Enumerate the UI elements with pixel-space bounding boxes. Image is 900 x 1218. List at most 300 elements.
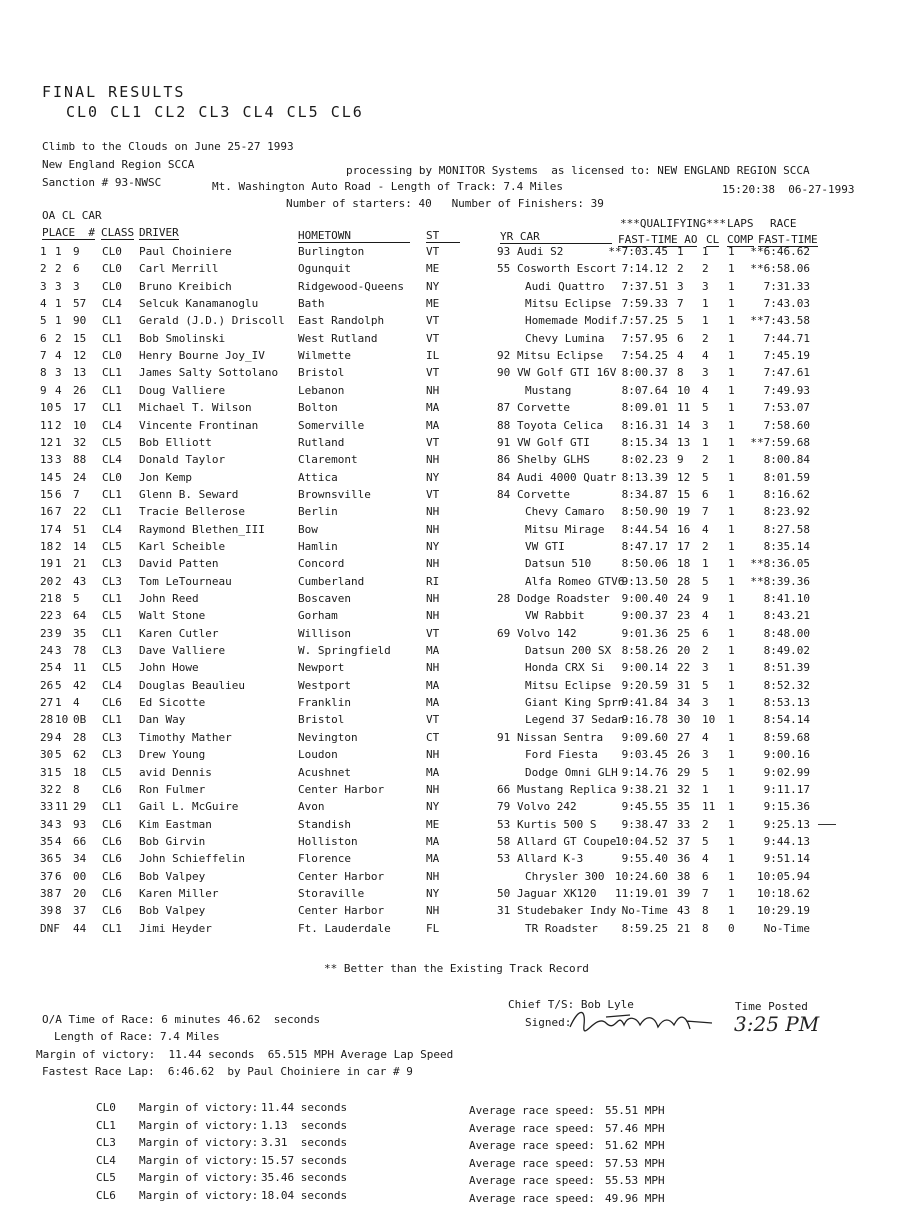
cell-qtime: 8:09.01 <box>621 401 668 415</box>
cell-race: **8:36.05 <box>750 557 810 571</box>
cell-laps: 1 <box>728 817 735 831</box>
cell-qtime: 10:04.52 <box>615 834 668 848</box>
cell-hometown: Hamlin <box>298 539 338 553</box>
cell-oa: 7 <box>40 349 47 363</box>
table-row <box>0 818 900 835</box>
cell-qcl: 5 <box>702 401 709 415</box>
cell-laps: 1 <box>728 886 735 900</box>
class-list: CL0 CL1 CL2 CL3 CL4 CL5 CL6 <box>66 103 364 121</box>
signed-label: Signed: <box>525 1016 572 1029</box>
cell-ao: 32 <box>677 782 691 796</box>
cell-laps: 1 <box>728 453 735 467</box>
cell-hometown: Lebanon <box>298 383 345 397</box>
table-row <box>0 644 900 661</box>
header-cl: CL <box>706 233 720 246</box>
cell-car: 26 <box>73 383 87 397</box>
cell-oa: 3 <box>40 279 47 293</box>
cell-oa: 19 <box>40 557 54 571</box>
cell-class: CL6 <box>102 869 122 883</box>
cell-cl: 2 <box>55 782 62 796</box>
cell-class: CL3 <box>102 557 122 571</box>
cell-car: 10 <box>73 418 87 432</box>
cell-qcl: 3 <box>702 696 709 710</box>
cell-carname: Audi 4000 Quatr <box>517 470 617 484</box>
stat-class: CL6 <box>96 1188 116 1202</box>
cell-ao: 11 <box>677 401 691 415</box>
cell-laps: 1 <box>728 713 735 727</box>
cell-qcl: 7 <box>702 886 709 900</box>
cell-ao: 23 <box>677 609 691 623</box>
cell-st: NH <box>426 904 440 918</box>
cell-qcl: 10 <box>702 713 716 727</box>
cell-qtime: 9:00.40 <box>621 592 668 605</box>
cell-cl: 4 <box>55 834 62 848</box>
cell-car: 44 <box>73 921 87 935</box>
table-row <box>0 349 900 366</box>
cell-st: CT <box>426 730 440 744</box>
cell-car: 29 <box>73 800 87 814</box>
cell-carname: Kurtis 500 S <box>517 817 597 831</box>
cell-race: **8:39.36 <box>750 574 810 588</box>
cell-oa: 6 <box>40 331 47 345</box>
cell-race: 8:43.21 <box>763 609 810 623</box>
cell-qtime: 8:50.90 <box>621 505 668 519</box>
cell-st: MA <box>426 401 440 415</box>
table-row <box>0 245 900 262</box>
cell-oa: 16 <box>40 505 54 519</box>
cell-race: 7:49.93 <box>763 383 810 397</box>
oa-time: O/A Time of Race: 6 minutes 46.62 seconds <box>42 1013 321 1026</box>
cell-qtime: 9:00.37 <box>621 609 668 623</box>
cell-driver: Ron Fulmer <box>139 782 206 796</box>
cell-hometown: Rutland <box>298 435 345 449</box>
cell-hometown: Loudon <box>298 748 338 762</box>
header-comp: COMP <box>727 233 754 246</box>
header-st: ST <box>426 229 460 243</box>
stat-class: CL4 <box>96 1153 116 1167</box>
cell-yr: 92 <box>497 349 511 363</box>
cell-cl: 2 <box>55 331 62 345</box>
cell-hometown: Boscaven <box>298 592 351 605</box>
stat-speed: 51.62 MPH <box>605 1139 665 1152</box>
cell-driver: Michael T. Wilson <box>139 401 252 415</box>
cell-class: CL4 <box>102 522 122 536</box>
cell-laps: 1 <box>728 557 735 571</box>
cell-carname: Honda CRX Si <box>525 661 605 675</box>
cell-carname: Audi S2 <box>517 245 564 258</box>
doc-title: FINAL RESULTS <box>42 83 186 101</box>
cell-laps: 1 <box>728 730 735 744</box>
cell-hometown: Center Harbor <box>298 869 385 883</box>
cell-hometown: Westport <box>298 678 351 692</box>
cell-race: 8:35.14 <box>763 539 810 553</box>
cell-class: CL3 <box>102 730 122 744</box>
cell-class: CL3 <box>102 644 122 658</box>
cell-ao: 30 <box>677 713 691 727</box>
cell-yr: 93 <box>497 245 511 258</box>
cell-oa: 4 <box>40 297 47 311</box>
cell-qtime: 9:13.50 <box>621 574 668 588</box>
cell-qtime: 9:55.40 <box>621 852 668 866</box>
cell-hometown: Avon <box>298 800 325 814</box>
cell-ao: 8 <box>677 366 684 380</box>
cell-class: CL6 <box>102 904 122 918</box>
cell-class: CL0 <box>102 349 122 363</box>
header-laps: LAPS <box>727 217 754 230</box>
cell-cl: 8 <box>55 592 62 605</box>
cell-carname: Datsun 200 SX <box>525 644 612 658</box>
cell-laps: 1 <box>728 331 735 345</box>
cell-class: CL5 <box>102 435 122 449</box>
cell-cl: 3 <box>55 644 62 658</box>
cell-qtime: 9:38.47 <box>621 817 668 831</box>
cell-yr: 91 <box>497 435 511 449</box>
cell-carname: Mustang Replica <box>517 782 617 796</box>
cell-driver: Gail L. McGuire <box>139 800 239 814</box>
cell-oa: 8 <box>40 366 47 380</box>
cell-race: **7:59.68 <box>750 435 810 449</box>
cell-yr: 66 <box>497 782 511 796</box>
cell-race: 7:31.33 <box>763 279 810 293</box>
cell-qtime: 7:57.25 <box>621 314 668 328</box>
cell-race: 8:41.10 <box>763 592 810 605</box>
cell-car: 37 <box>73 904 87 918</box>
cell-carname: Dodge Roadster <box>517 592 610 605</box>
table-row <box>0 401 900 418</box>
cell-hometown: Newport <box>298 661 345 675</box>
cell-carname: Studebaker Indy <box>517 904 617 918</box>
cell-hometown: Concord <box>298 557 345 571</box>
cell-cl: 7 <box>55 886 62 900</box>
cell-class: CL6 <box>102 852 122 866</box>
cell-oa: 17 <box>40 522 54 536</box>
processing-line: processing by MONITOR Systems as licensed to: NEW ENGLAND REGION SCCA <box>346 164 810 177</box>
race-length: Length of Race: 7.4 Miles <box>54 1030 220 1043</box>
cell-carname: Legend 37 Sedan <box>525 713 625 727</box>
cell-laps: 1 <box>728 349 735 363</box>
cell-oa: 37 <box>40 869 54 883</box>
cell-cl: 4 <box>55 349 62 363</box>
cell-driver: John Reed <box>139 592 199 605</box>
cell-car: 7 <box>73 487 80 501</box>
cell-laps: 1 <box>728 383 735 397</box>
cell-hometown: Cumberland <box>298 574 365 588</box>
cell-cl: 3 <box>55 453 62 467</box>
header-place: PLACE # <box>42 226 95 239</box>
cell-ao: 17 <box>677 539 691 553</box>
cell-cl: 4 <box>55 522 62 536</box>
cell-class: CL1 <box>102 487 122 501</box>
cell-driver: Bob Smolinski <box>139 331 226 345</box>
cell-oa: 26 <box>40 678 54 692</box>
table-row <box>0 280 900 297</box>
cell-car: 21 <box>73 557 87 571</box>
cell-oa: 27 <box>40 696 54 710</box>
cell-carname: VW Rabbit <box>525 609 585 623</box>
cell-cl: 5 <box>55 470 62 484</box>
cell-class: CL6 <box>102 886 122 900</box>
cell-driver: Donald Taylor <box>139 453 226 467</box>
table-row <box>0 609 900 626</box>
cell-car: 4 <box>73 696 80 710</box>
cell-class: CL3 <box>102 574 122 588</box>
cell-race: 7:53.07 <box>763 401 810 415</box>
cell-ao: 6 <box>677 331 684 345</box>
cell-oa: 5 <box>40 314 47 328</box>
cell-class: CL5 <box>102 765 122 779</box>
cell-race: 8:59.68 <box>763 730 810 744</box>
table-row <box>0 471 900 488</box>
cell-yr: 84 <box>497 470 511 484</box>
cell-laps: 1 <box>728 748 735 762</box>
region-name: New England Region SCCA <box>42 158 195 171</box>
cell-driver: Drew Young <box>139 748 206 762</box>
cell-cl: 10 <box>55 713 69 727</box>
cell-qtime: 9:09.60 <box>621 730 668 744</box>
table-row <box>0 661 900 678</box>
cell-qtime: 8:59.25 <box>621 921 668 935</box>
cell-race: 7:47.61 <box>763 366 810 380</box>
cell-class: CL5 <box>102 539 122 553</box>
cell-driver: Gerald (J.D.) Driscoll <box>139 314 285 328</box>
cell-ao: 5 <box>677 314 684 328</box>
cell-cl: 1 <box>55 245 62 258</box>
cell-class: CL1 <box>102 383 122 397</box>
cell-ao: 22 <box>677 661 691 675</box>
header-driver: DRIVER <box>139 226 179 239</box>
cell-class: CL6 <box>102 834 122 848</box>
cell-driver: avid Dennis <box>139 765 212 779</box>
cell-cl: 3 <box>55 366 62 380</box>
cell-carname: VW Golf GTI 16V <box>517 366 617 380</box>
cell-oa: 10 <box>40 401 54 415</box>
table-row <box>0 713 900 730</box>
cell-car: 13 <box>73 366 87 380</box>
cell-carname: Dodge Omni GLH <box>525 765 618 779</box>
cell-st: VT <box>426 366 440 380</box>
cell-driver: Dan Way <box>139 713 186 727</box>
cell-laps: 1 <box>728 262 735 276</box>
cell-carname: Mitsu Eclipse <box>517 349 604 363</box>
cell-ao: 20 <box>677 644 691 658</box>
cell-hometown: Florence <box>298 852 351 866</box>
cell-ao: 38 <box>677 869 691 883</box>
cell-qcl: 2 <box>702 817 709 831</box>
cell-race: 8:52.32 <box>763 678 810 692</box>
cell-cl: 7 <box>55 505 62 519</box>
chief-ts: Chief T/S: Bob Lyle <box>508 998 634 1011</box>
stat-margin: 15.57 seconds <box>261 1153 348 1167</box>
cell-ao: 1 <box>677 245 684 258</box>
table-row <box>0 592 900 609</box>
cell-qcl: 3 <box>702 661 709 675</box>
cell-cl: 5 <box>55 401 62 415</box>
cell-qcl: 1 <box>702 782 709 796</box>
cell-ao: 37 <box>677 834 691 848</box>
table-row <box>0 557 900 574</box>
cell-carname: Volvo 242 <box>517 800 577 814</box>
cell-oa: 36 <box>40 852 54 866</box>
cell-class: CL0 <box>102 470 122 484</box>
cell-ao: 39 <box>677 886 691 900</box>
cell-ao: 36 <box>677 852 691 866</box>
header-hometown: HOMETOWN <box>298 229 410 243</box>
cell-st: NH <box>426 748 440 762</box>
cell-class: CL1 <box>102 505 122 519</box>
cell-cl: 2 <box>55 418 62 432</box>
cell-class: CL4 <box>102 418 122 432</box>
cell-qcl: 7 <box>702 505 709 519</box>
cell-laps: 1 <box>728 401 735 415</box>
cell-driver: Selcuk Kanamanoglu <box>139 297 259 311</box>
cell-hometown: W. Springfield <box>298 644 391 658</box>
cell-class: CL1 <box>102 921 122 935</box>
cell-race: 9:15.36 <box>763 800 810 814</box>
cell-car: 78 <box>73 644 87 658</box>
header-race: RACE <box>770 217 797 230</box>
cell-ao: 3 <box>677 279 684 293</box>
cell-hometown: Center Harbor <box>298 782 385 796</box>
table-row <box>0 627 900 644</box>
cell-st: VT <box>426 713 440 727</box>
table-row <box>0 887 900 904</box>
cell-race: 10:05.94 <box>757 869 810 883</box>
cell-cl: 4 <box>55 661 62 675</box>
cell-car: 51 <box>73 522 87 536</box>
cell-race: 9:02.99 <box>763 765 810 779</box>
cell-class: CL5 <box>102 609 122 623</box>
cell-driver: Tom LeTourneau <box>139 574 232 588</box>
cell-qcl: 6 <box>702 869 709 883</box>
stat-margin: 11.44 seconds <box>261 1101 348 1114</box>
cell-laps: 1 <box>728 314 735 328</box>
stat-margin: 1.13 seconds <box>261 1118 348 1132</box>
cell-class: CL0 <box>102 262 122 276</box>
cell-st: NH <box>426 609 440 623</box>
cell-oa: 30 <box>40 748 54 762</box>
cell-race: 7:58.60 <box>763 418 810 432</box>
cell-qcl: 3 <box>702 366 709 380</box>
cell-carname: Mitsu Eclipse <box>525 678 612 692</box>
cell-car: 18 <box>73 765 87 779</box>
cell-car: 93 <box>73 817 87 831</box>
event-name: Climb to the Clouds on June 25-27 1993 <box>42 140 294 153</box>
cell-laps: 1 <box>728 609 735 623</box>
cell-ao: 21 <box>677 921 691 935</box>
stat-class: CL0 <box>96 1101 116 1114</box>
cell-ao: 34 <box>677 696 691 710</box>
cell-qcl: 2 <box>702 331 709 345</box>
cell-driver: John Howe <box>139 661 199 675</box>
stat-class: CL5 <box>96 1171 116 1184</box>
cell-car: 00 <box>73 869 87 883</box>
cell-st: ME <box>426 262 440 276</box>
cell-carname: Cosworth Escort <box>517 262 617 276</box>
cell-yr: 55 <box>497 262 511 276</box>
cell-laps: 1 <box>728 245 735 258</box>
cell-yr: 84 <box>497 487 511 501</box>
cell-yr: 87 <box>497 401 511 415</box>
cell-race: 8:16.62 <box>763 487 810 501</box>
cell-car: 15 <box>73 331 87 345</box>
cell-yr: 58 <box>497 834 511 848</box>
cell-carname: Alfa Romeo GTV6 <box>525 574 625 588</box>
cell-carname: Jaguar XK120 <box>517 886 597 900</box>
cell-qtime: 8:58.26 <box>621 644 668 658</box>
cell-st: VT <box>426 331 440 345</box>
cell-class: CL0 <box>102 279 122 293</box>
table-row <box>0 766 900 783</box>
cell-qcl: 1 <box>702 435 709 449</box>
cell-qtime: 9:38.21 <box>621 782 668 796</box>
cell-oa: 13 <box>40 453 54 467</box>
overall-margin: Margin of victory: 11.44 seconds 65.515 MPH Average Lap Speed <box>36 1048 454 1061</box>
cell-ao: 28 <box>677 574 691 588</box>
cell-yr: 90 <box>497 366 511 380</box>
cell-hometown: Ridgewood-Queens <box>298 279 404 293</box>
cell-race: 8:49.02 <box>763 644 810 658</box>
cell-race: 8:48.00 <box>763 626 810 640</box>
stat-speed-label: Average race speed: <box>469 1104 595 1117</box>
cell-car: 57 <box>73 297 87 311</box>
cell-race: 10:18.62 <box>757 886 810 900</box>
cell-ao: 16 <box>677 522 691 536</box>
cell-qtime: 8:07.64 <box>621 383 668 397</box>
cell-qcl: 5 <box>702 574 709 588</box>
cell-race: 7:44.71 <box>763 331 810 345</box>
cell-oa: 33 <box>40 800 54 814</box>
table-row <box>0 384 900 401</box>
starters-finishers: Number of starters: 40 Number of Finishers: 39 <box>286 197 604 210</box>
cell-laps: 1 <box>728 470 735 484</box>
cell-cl: 11 <box>55 800 69 814</box>
cell-st: NH <box>426 661 440 675</box>
cell-st: NY <box>426 886 440 900</box>
cell-hometown: Wilmette <box>298 349 351 363</box>
cell-driver: David Patten <box>139 557 219 571</box>
cell-carname: Shelby GLHS <box>517 453 590 467</box>
cell-carname: Mitsu Mirage <box>525 522 605 536</box>
cell-carname: Chevy Lumina <box>525 331 605 345</box>
cell-car: 42 <box>73 678 87 692</box>
time-posted-label: Time Posted <box>735 1000 808 1013</box>
stray-mark <box>818 824 836 825</box>
cell-oa: 15 <box>40 487 54 501</box>
cell-oa: 22 <box>40 609 54 623</box>
cell-qtime: 9:03.45 <box>621 748 668 762</box>
cell-st: IL <box>426 349 440 363</box>
sanction-number: Sanction # 93-NWSC <box>42 176 162 189</box>
cell-yr: 91 <box>497 730 511 744</box>
cell-race: 9:00.16 <box>763 748 810 762</box>
cell-driver: John Schieffelin <box>139 852 245 866</box>
cell-qcl: 1 <box>702 245 709 258</box>
cell-car: 66 <box>73 834 87 848</box>
cell-car: 20 <box>73 886 87 900</box>
cell-qcl: 2 <box>702 262 709 276</box>
stat-speed: 57.53 MPH <box>605 1156 665 1170</box>
header-class: CLASS <box>101 226 135 239</box>
cell-class: CL4 <box>102 453 122 467</box>
cell-cl: 6 <box>55 487 62 501</box>
cell-yr: 88 <box>497 418 511 432</box>
cell-class: CL1 <box>102 331 122 345</box>
cell-st: MA <box>426 696 440 710</box>
cell-carname: Allard GT Coupe <box>517 834 617 848</box>
cell-qtime: 8:02.23 <box>621 453 668 467</box>
cell-hometown: Ft. Lauderdale <box>298 921 391 935</box>
cell-oa: 34 <box>40 817 54 831</box>
